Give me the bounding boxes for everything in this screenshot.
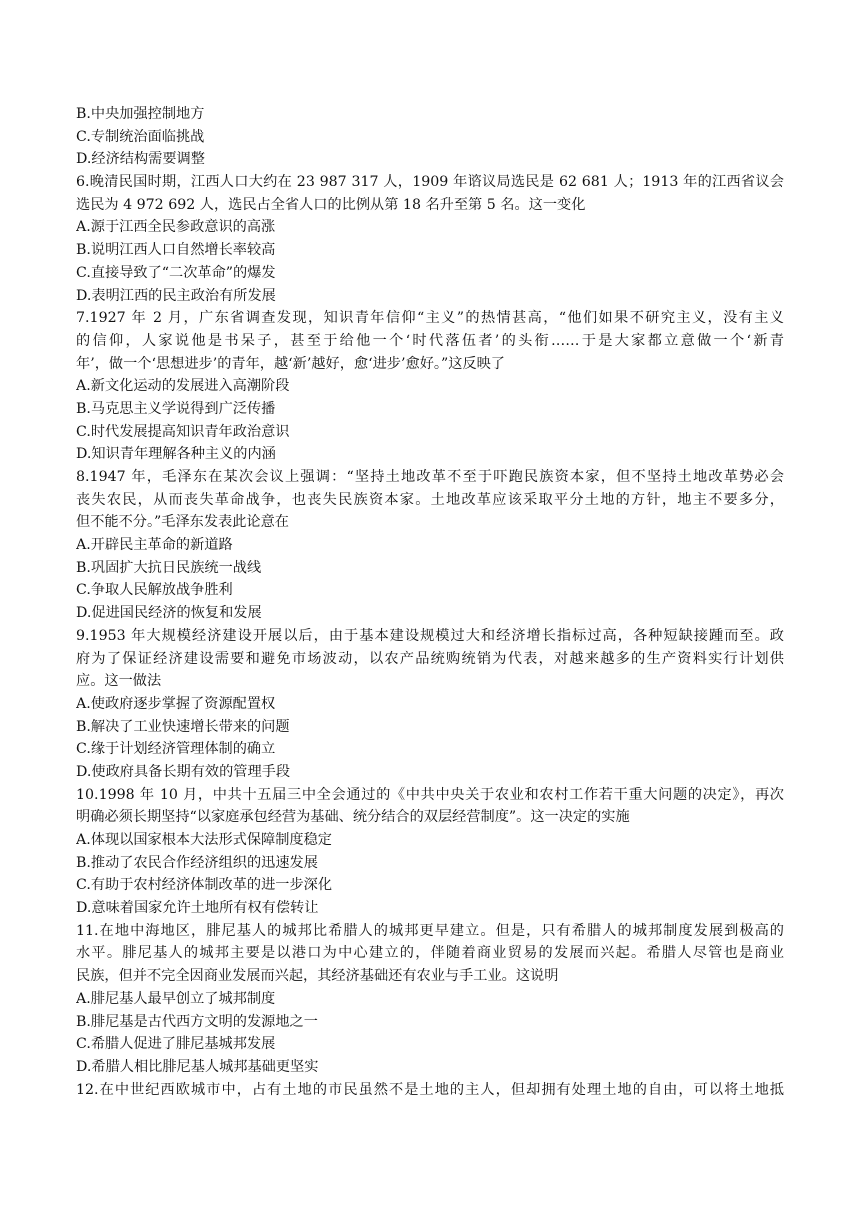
question-text-line: 11.在地中海地区，腓尼基人的城邦比希腊人的城邦更早建立。但是，只有希腊人的城邦制度发展到极高的: [76, 922, 784, 939]
answer-option: C.专制统治面临挑战: [76, 128, 205, 145]
answer-option: A.源于江西全民参政意识的高涨: [76, 219, 276, 236]
answer-option: A.使政府逐步掌握了资源配置权: [76, 695, 276, 712]
question-text-line: 但不能不分。”毛泽东发表此论意在: [76, 514, 289, 531]
question-text-line: 水平。腓尼基人的城邦主要是以港口为中心建立的，伴随着商业贸易的发展而兴起。希腊人尽管也是商业: [76, 945, 784, 962]
answer-option: B.巩固扩大抗日民族统一战线: [76, 559, 262, 576]
question-text-line: 的信仰，人家说他是书呆子，甚至于给他一个‘时代落伍者’的头衔……于是大家都立意做一个‘新青: [76, 332, 784, 349]
answer-option: D.意味着国家允许土地所有权有偿转让: [76, 900, 319, 917]
exam-page: [76, 103, 784, 1101]
answer-option: C.直接导致了“二次革命”的爆发: [76, 264, 276, 281]
answer-option: A.腓尼基人最早创立了城邦制度: [76, 990, 276, 1007]
question-text-line: 9.1953 年大规模经济建设开展以后，由于基本建设规模过大和经济增长指标过高，各种短缺接踵而至。政: [76, 627, 784, 644]
answer-option: D.促进国民经济的恢复和发展: [76, 605, 262, 622]
answer-option: C.有助于农村经济体制改革的进一步深化: [76, 877, 333, 894]
answer-option: D.经济结构需要调整: [76, 151, 205, 168]
answer-option: A.开辟民主革命的新道路: [76, 537, 233, 554]
answer-option: C.争取人民解放战争胜利: [76, 582, 233, 599]
answer-option: A.体现以国家根本大法形式保障制度稳定: [76, 832, 332, 848]
answer-option: C.缘于计划经济管理体制的确立: [76, 741, 276, 758]
answer-option: D.知识青年理解各种主义的内涵: [76, 446, 276, 463]
question-text-line: 10.1998 年 10 月，中共十五届三中全会通过的《中共中央关于农业和农村工作若干重大问题的决定》，再次: [76, 786, 784, 803]
answer-option: B.说明江西人口自然增长率较高: [76, 242, 276, 259]
question-text-line: 12.在中世纪西欧城市中，占有土地的市民虽然不是土地的主人，但却拥有处理土地的自由，可以将土地抵: [76, 1081, 784, 1098]
question-text-line: 年’，做一个‘思想进步’的青年，越‘新’越好，愈‘进步’愈好。”这反映了: [76, 355, 505, 372]
question-text-line: 民族，但并不完全因商业发展而兴起，其经济基础还有农业与手工业。这说明: [76, 968, 559, 985]
answer-option: B.推动了农民合作经济组织的迅速发展: [76, 854, 318, 871]
answer-option: D.表明江西的民主政治有所发展: [76, 287, 276, 304]
question-text-line: 丧失农民，从而丧失革命战争，也丧失民族资本家。土地改革应该采取平分土地的方针，地主不要多分，: [76, 491, 784, 508]
question-text-line: 明确必须长期坚持“以家庭承包经营为基础、统分结合的双层经营制度”。这一决定的实施: [76, 809, 630, 826]
answer-option: B.马克思主义学说得到广泛传播: [76, 400, 276, 417]
answer-option: B.腓尼基是古代西方文明的发源地之一: [76, 1013, 318, 1030]
answer-option: A.新文化运动的发展进入高潮阶段: [76, 378, 290, 395]
answer-option: D.希腊人相比腓尼基人城邦基础更坚实: [76, 1058, 319, 1075]
answer-option: C.时代发展提高知识青年政治意识: [76, 423, 290, 440]
question-text-line: 8.1947 年，毛泽东在某次会议上强调：“坚持土地改革不至于吓跑民族资本家，但不坚持土地改革势必会: [76, 469, 784, 485]
answer-option: B.解决了工业快速增长带来的问题: [76, 718, 290, 735]
answer-option: B.中央加强控制地方: [76, 106, 205, 122]
question-text-line: 选民为 4 972 692 人，选民占全省人口的比例从第 18 名升至第 5 名。这一变化: [76, 196, 586, 213]
question-text-line: 府为了保证经济建设需要和避免市场波动，以农产品统购统销为代表，对越来越多的生产资料实行计划供: [76, 650, 784, 667]
question-text-line: 应。这一做法: [76, 673, 162, 690]
answer-option: C.希腊人促进了腓尼基城邦发展: [76, 1036, 276, 1053]
question-text-line: 6.晚清民国时期，江西人口大约在 23 987 317 人，1909 年谘议局选民是 62 681 人；1913 年的江西省议会: [76, 174, 784, 191]
question-text-line: 7.1927 年 2 月，广东省调查发现，知识青年信仰“主义”的热情甚高，“他们如果不研究主义，没有主义: [76, 310, 784, 327]
answer-option: D.使政府具备长期有效的管理手段: [76, 763, 291, 780]
